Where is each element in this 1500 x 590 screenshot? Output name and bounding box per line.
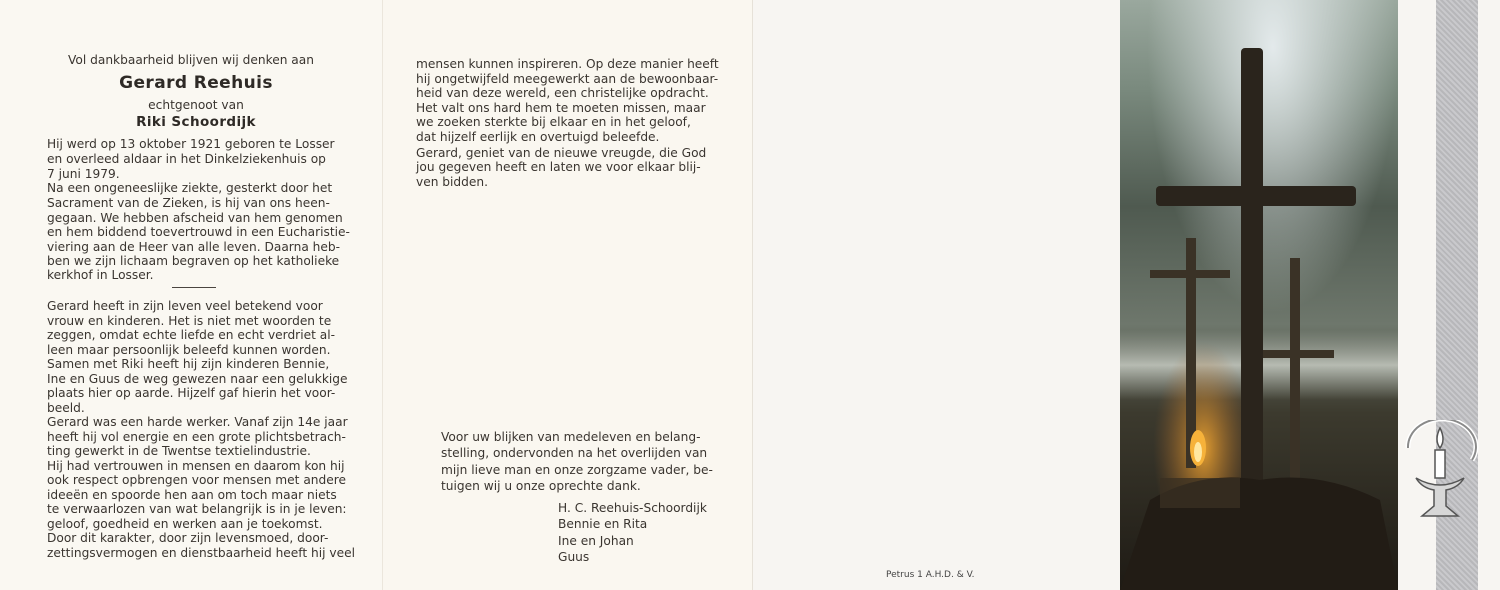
tribute-line: ting gewerkt in de Twentse textielindustrie. [47,444,311,458]
tribute-line: te verwaarlozen van wat belangrijk is in je leven: [47,502,347,516]
signature-line: Bennie en Rita [558,517,648,531]
tribute-line: Gerard was een harde werker. Vanaf zijn 14e jaar [47,415,348,429]
text-line: heid van deze wereld, een christelijke opdracht. [416,86,709,100]
card-panel-left [0,0,382,590]
tribute-line: Door dit karakter, door zijn levensmoed, door- [47,531,329,545]
text-line: mensen kunnen inspireren. Op deze manier heeft [416,57,719,71]
relation-line: echtgenoot van [148,98,244,112]
tribute-line: plaats hier op aarde. Hijzelf gaf hierin het voor- [47,386,336,400]
thanks-line: Voor uw blijken van medeleven en belang- [441,430,701,444]
separator-line [172,287,216,288]
tribute-line: Hij had vertrouwen in mensen en daarom kon hij [47,459,345,473]
card-panel-middle [382,0,752,590]
tribute-line: heeft hij vol energie en een grote plichtsbetrach- [47,430,346,444]
signature-line: Guus [558,550,590,564]
tribute-line: Samen met Riki heeft hij zijn kinderen Bennie, [47,357,330,371]
text-line: Gerard, geniet van de nieuwe vreugde, die God [416,146,707,160]
bio-line: en hem biddend toevertrouwd in een Eucharistie- [47,225,350,239]
tribute-line: beeld. [47,401,85,415]
tribute-line: geloof, goedheid en werken aan je toekomst. [47,517,323,531]
thanks-line: mijn lieve man en onze zorgzame vader, be- [441,463,713,477]
bio-line: 7 juni 1979. [47,167,120,181]
signature-line: H. C. Reehuis-Schoordijk [558,501,707,515]
bio-line: Hij werd op 13 oktober 1921 geboren te Losser [47,137,335,151]
text-line: we zoeken sterkte bij elkaar en in het geloof, [416,115,691,129]
text-line: dat hijzelf eerlijk en overtuigd beleefde. [416,130,660,144]
thanks-line: tuigen wij u onze oprechte dank. [441,479,641,493]
text-line: ven bidden. [416,175,489,189]
intro-line: Vol dankbaarheid blijven wij denken aan [68,53,314,67]
tribute-line: Ine en Guus de weg gewezen naar een gelukkige [47,372,348,386]
thanks-line: stelling, ondervonden na het overlijden van [441,446,708,460]
bio-line: ben we zijn lichaam begraven op het katholieke [47,254,340,268]
text-line: jou gegeven heeft en laten we voor elkaar blij- [416,160,701,174]
bio-line: en overleed aldaar in het Dinkelziekenhuis op [47,152,326,166]
candle-emblem-icon [1400,420,1480,530]
printer-credit: Petrus 1 A.H.D. & V. [886,570,975,580]
bio-line: gegaan. We hebben afscheid van hem genomen [47,211,343,225]
text-line: hij ongetwijfeld meegewerkt aan de bewoonbaar- [416,72,719,86]
text-line: Het valt ons hard hem te moeten missen, maar [416,101,706,115]
bio-line: viering aan de Heer van alle leven. Daarna heb- [47,240,341,254]
signature-line: Ine en Johan [558,534,634,548]
deceased-name: Gerard Reehuis [119,73,273,93]
tribute-line: zeggen, omdat echte liefde en echt verdriet al- [47,328,335,342]
bio-line: Sacrament van de Zieken, is hij van ons heen- [47,196,330,210]
tribute-line: ideeën en spoorde hen aan om toch maar niets [47,488,337,502]
tribute-line: vrouw en kinderen. Het is niet met woorden te [47,314,332,328]
cross-candle-photo [1120,0,1398,590]
tribute-line: Gerard heeft in zijn leven veel betekend voor [47,299,323,313]
tribute-line: ook respect opbrengen voor mensen met andere [47,473,346,487]
bio-line: Na een ongeneeslijke ziekte, gesterkt door het [47,181,333,195]
tribute-line: leen maar persoonlijk beleefd kunnen worden. [47,343,331,357]
bio-line: kerkhof in Losser. [47,268,154,282]
tribute-line: zettingsvermogen en dienstbaarheid heeft hij veel [47,546,355,560]
spouse-name: Riki Schoordijk [136,114,256,130]
